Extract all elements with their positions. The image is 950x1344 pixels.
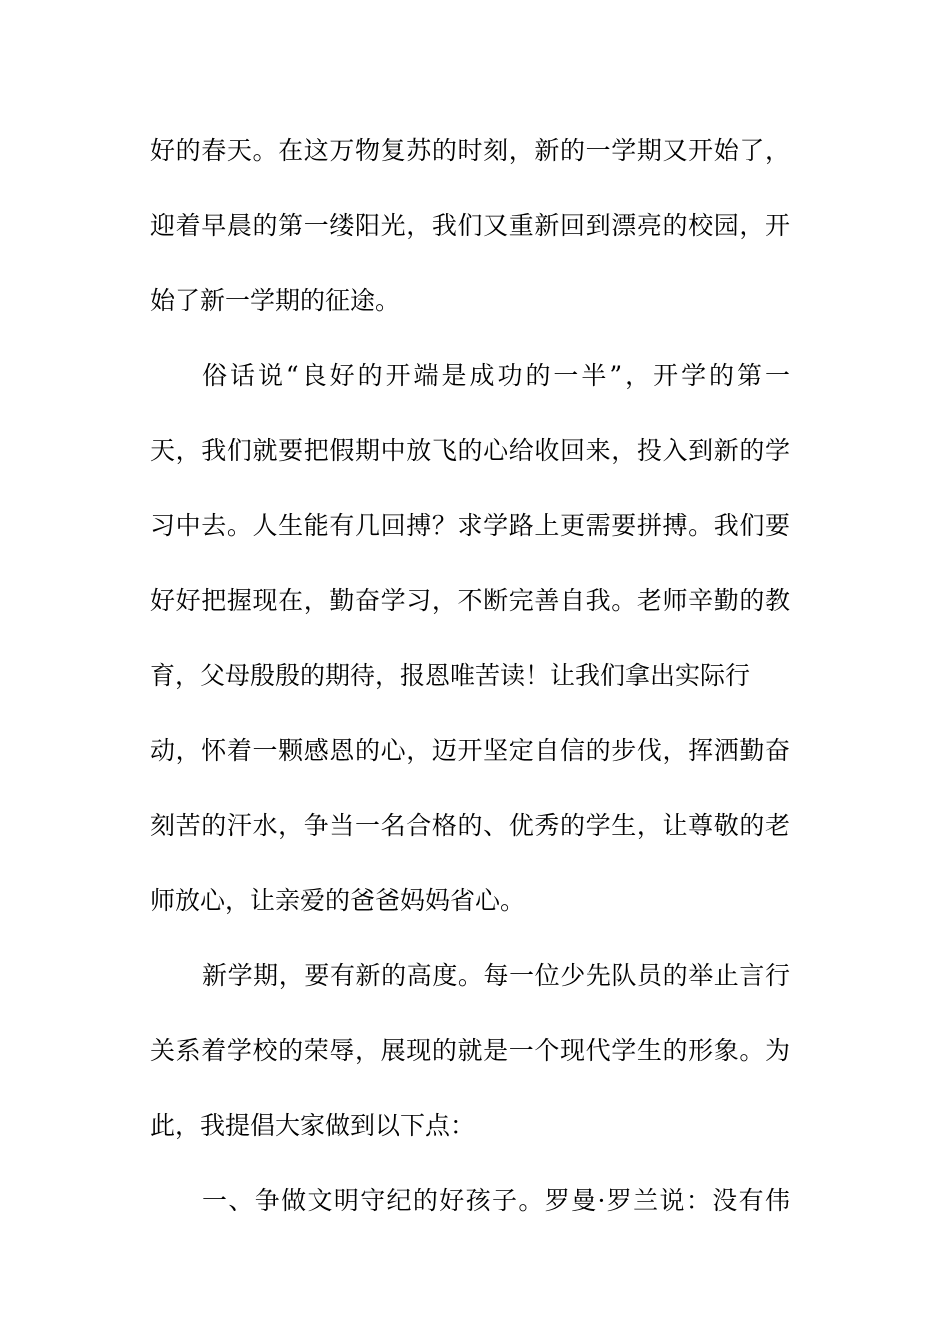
text-line-2: 迎着早晨的第一缕阳光，我们又重新回到漂亮的校园，开 bbox=[150, 211, 790, 240]
text-line-8: 育，父母殷殷的期待，报恩唯苦读！让我们拿出实际行 bbox=[150, 661, 751, 690]
text-line-12: 新学期，要有新的高度。每一位少先队员的举止言行 bbox=[202, 961, 790, 990]
text-line-7: 好好把握现在，勤奋学习，不断完善自我。老师辛勤的教 bbox=[150, 586, 790, 615]
text-line-5: 天，我们就要把假期中放飞的心给收回来，投入到新的学 bbox=[150, 436, 790, 465]
text-line-11: 师放心，让亲爱的爸爸妈妈省心。 bbox=[150, 886, 526, 915]
text-line-15: 一、争做文明守纪的好孩子。罗曼·罗兰说：没有伟 bbox=[202, 1186, 790, 1215]
text-line-1: 好的春天。在这万物复苏的时刻，新的一学期又开始了， bbox=[150, 136, 790, 165]
text-line-6: 习中去。人生能有几回搏？求学路上更需要拼搏。我们要 bbox=[150, 511, 790, 540]
text-line-10: 刻苦的汗水，争当一名合格的、优秀的学生，让尊敬的老 bbox=[150, 811, 790, 840]
text-line-13: 关系着学校的荣辱，展现的就是一个现代学生的形象。为 bbox=[150, 1036, 790, 1065]
text-line-3: 始了新一学期的征途。 bbox=[150, 286, 401, 315]
text-line-14: 此，我提倡大家做到以下点： bbox=[150, 1111, 476, 1140]
text-line-9: 动，怀着一颗感恩的心，迈开坚定自信的步伐，挥洒勤奋 bbox=[150, 736, 790, 765]
text-line-4: 俗话说“良好的开端是成功的一半”，开学的第一 bbox=[202, 361, 790, 390]
